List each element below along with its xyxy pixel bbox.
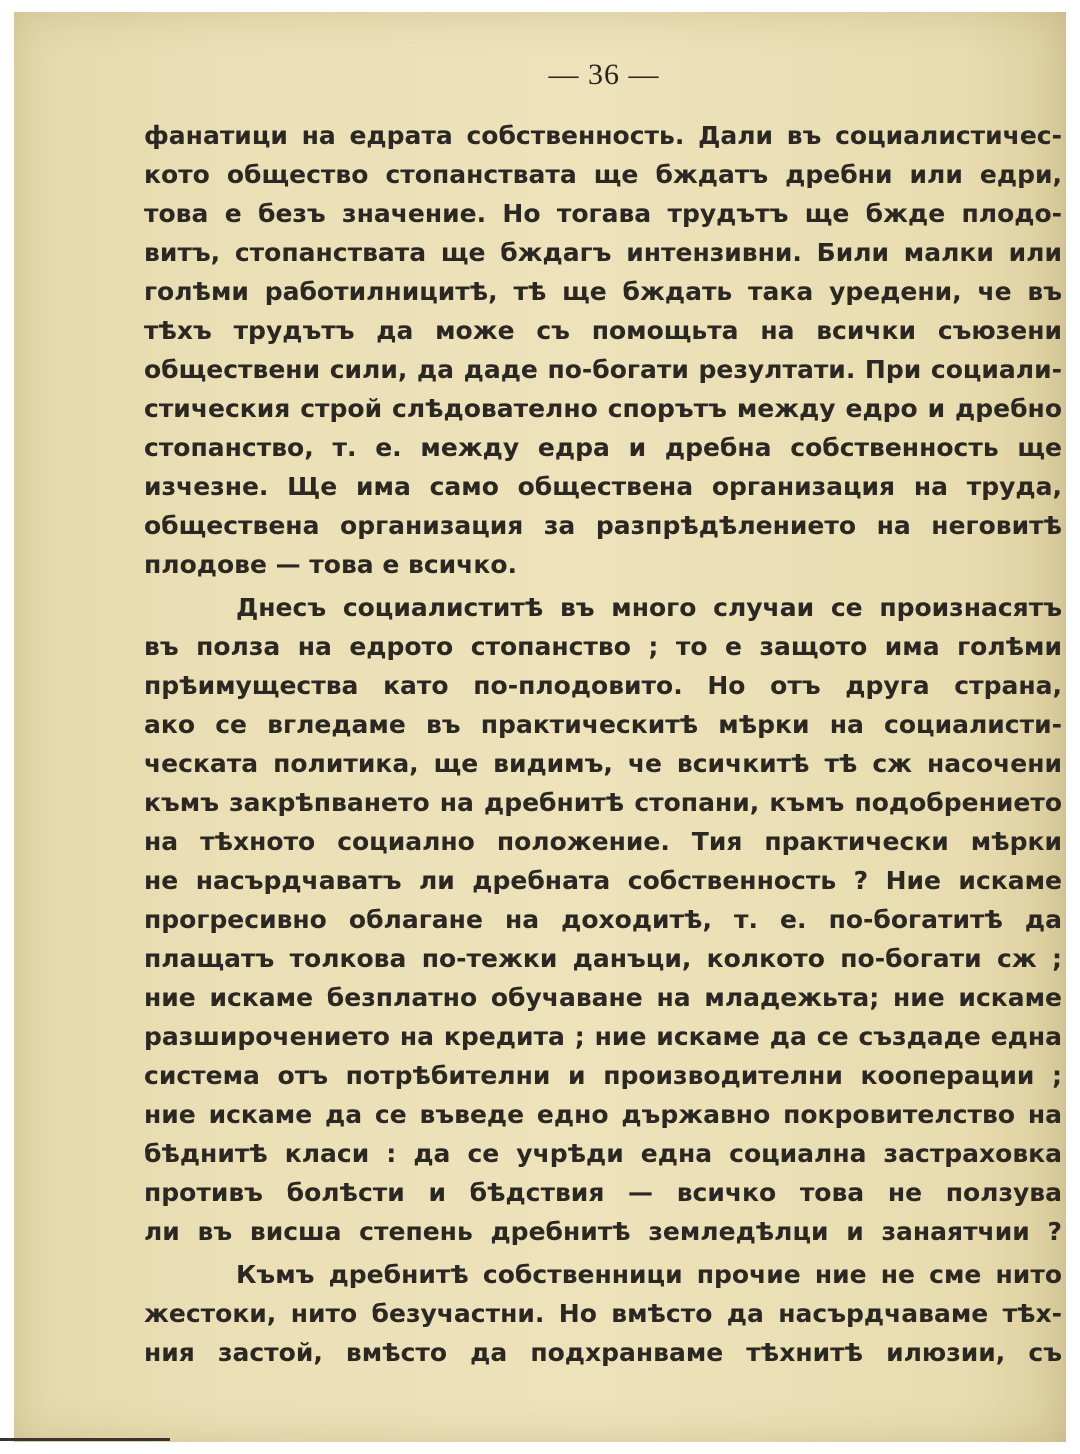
text-line: Къмъ дребнитѣ собственници прочие ние не сме нито xyxy=(236,1260,1062,1289)
text-line: къмъ закрѣпването на дребнитѣ стопани, къмъ подобрението xyxy=(144,788,1062,817)
text-line: плащатъ толкова по-тежки данъци, колкото по-богати сж ; xyxy=(144,944,1062,973)
paragraph-1 xyxy=(144,116,1062,584)
page-number: — 36 — xyxy=(548,58,660,91)
scan-edge-line xyxy=(0,1438,170,1441)
text-line: ли въ висша степень дребнитѣ земледѣлци и занаятчии ? xyxy=(144,1217,1062,1246)
paragraph-3 xyxy=(144,1255,1062,1372)
text-line: изчезне. Ще има само обществена организация на труда, xyxy=(144,472,1062,501)
text-line: стопанство, т. е. между едра и дребна собственность ще xyxy=(144,433,1062,462)
page-text xyxy=(144,116,1062,1372)
text-line: Днесъ социалиститѣ въ много случаи се произнасятъ xyxy=(236,593,1062,622)
text-line: това е безъ значение. Но тогава трудътъ ще бжде плодо- xyxy=(144,199,1062,228)
text-line: прѣимущества като по-плодовито. Но отъ друга страна, xyxy=(144,671,1062,700)
text-line: ако се вгледаме въ практическитѣ мѣрки на социалисти- xyxy=(144,710,1062,739)
text-line: кото общество стопанствата ще бждатъ дребни или едри, xyxy=(144,160,1062,189)
text-line: бѣднитѣ класи : да се учрѣди една социална застраховка xyxy=(144,1139,1062,1168)
text-line: ния застой, вмѣсто да подхранваме тѣхнитѣ илюзии, съ xyxy=(144,1338,1062,1367)
paragraph-2 xyxy=(144,588,1062,1251)
text-line: ние искаме безплатно обучаване на младежьта; ние искаме xyxy=(144,983,1062,1012)
text-line: разширочението на кредита ; ние искаме да се създаде една xyxy=(144,1022,1062,1051)
text-line: голѣми работилницитѣ, тѣ ще бждать така уредени, че въ xyxy=(144,277,1062,306)
book-page xyxy=(14,12,1066,1442)
text-line: ческата политика, ще видимъ, че всичкитѣ тѣ сж насочени xyxy=(144,749,1062,778)
text-line: обществена организация за разпрѣдѣлението на неговитѣ xyxy=(144,511,1062,540)
text-line: тѣхъ трудътъ да може съ помощьта на всички съюзени xyxy=(144,316,1062,345)
text-line: противъ болѣсти и бѣдствия — всичко това не ползува xyxy=(144,1178,1062,1207)
text-line: стическия строй слѣдователно спорътъ между едро и дребно xyxy=(144,394,1062,423)
text-line: обществени сили, да даде по-богати резултати. При социали- xyxy=(144,355,1062,384)
text-line: жестоки, нито безучастни. Но вмѣсто да насърдчаваме тѣх- xyxy=(144,1299,1062,1328)
text-line: въ полза на едрото стопанство ; то е защото има голѣми xyxy=(144,632,1062,661)
text-line: на тѣхното социално положение. Тия практически мѣрки xyxy=(144,827,1062,856)
text-line: не насърдчаватъ ли дребната собственность ? Ние искаме xyxy=(144,866,1062,895)
text-line: ние искаме да се въведе едно държавно покровителство на xyxy=(144,1100,1062,1129)
text-line: плодове — това е всичко. xyxy=(144,550,517,579)
text-line: витъ, стопанствата ще бждагъ интензивни. Били малки или xyxy=(144,238,1062,267)
text-line: фанатици на едрата собственность. Дали въ социалистичес- xyxy=(144,121,1062,150)
text-line: прогресивно облагане на доходитѣ, т. е. по-богатитѣ да xyxy=(144,905,1062,934)
text-line: система отъ потрѣбителни и производителни кооперации ; xyxy=(144,1061,1062,1090)
